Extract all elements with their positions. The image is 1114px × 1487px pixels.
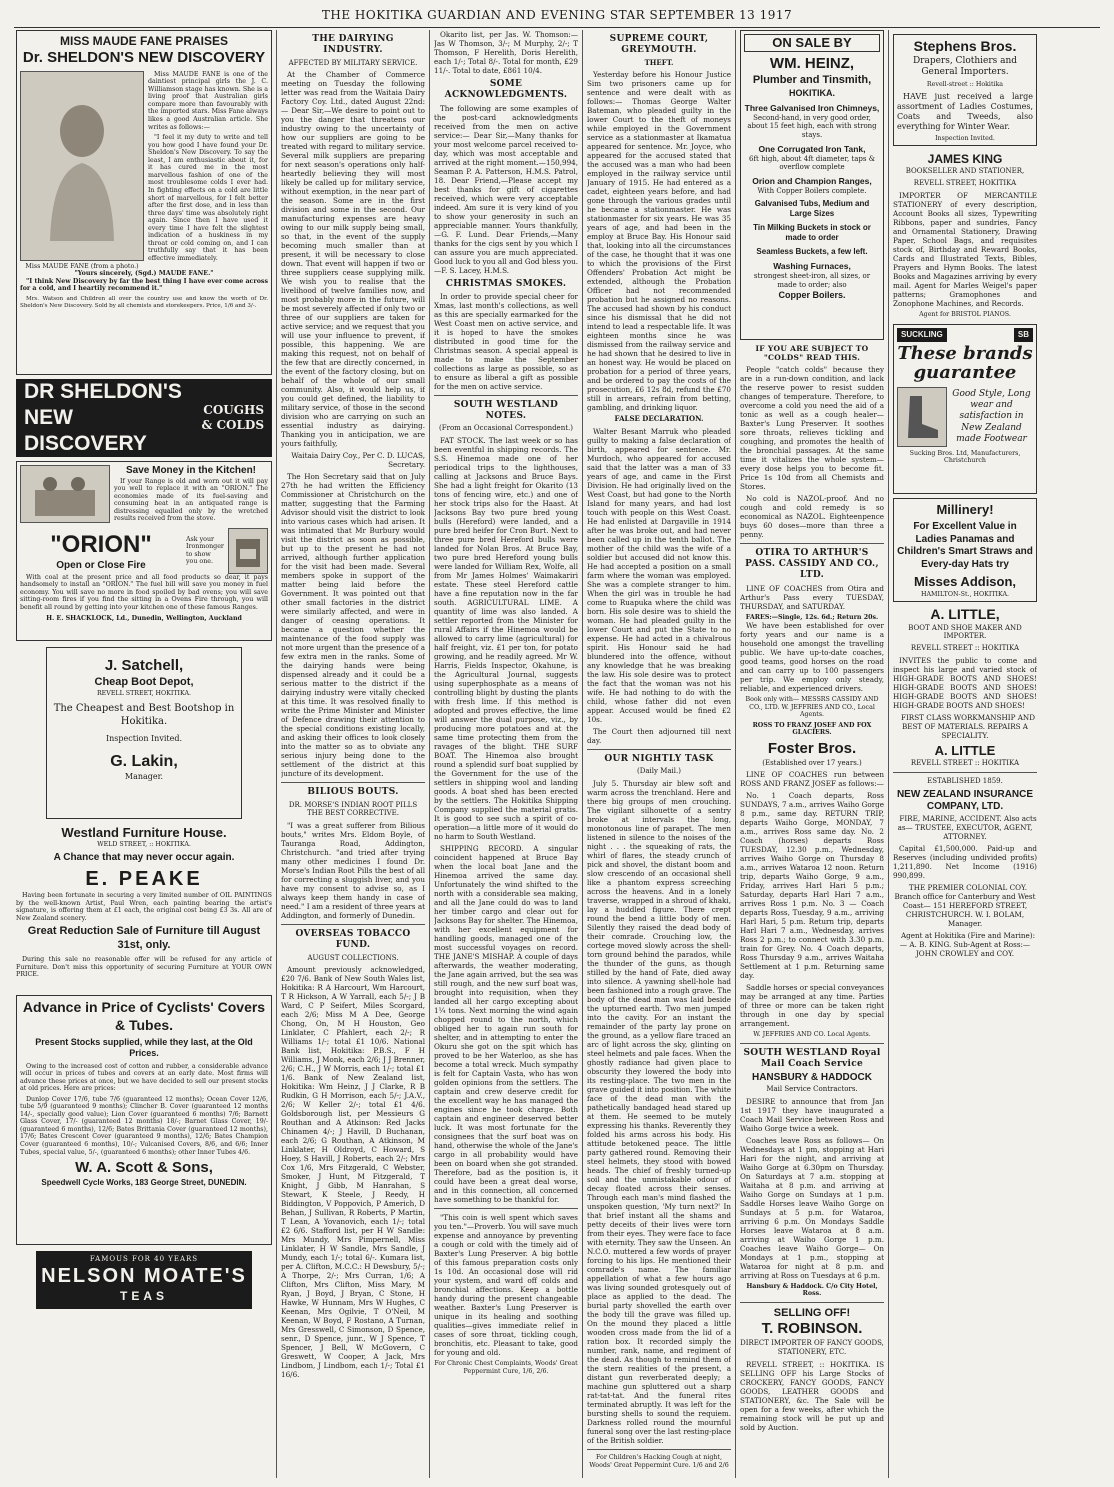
suckling-advert bbox=[893, 324, 1037, 494]
orion-name: "ORION" bbox=[50, 530, 152, 558]
heinz-ranges-detail: With Copper Boilers complete. bbox=[757, 186, 867, 195]
masthead: THE HOKITIKA GUARDIAN AND EVENING STAR SEPTEMBER 13 1917 bbox=[321, 8, 793, 22]
westland-address: WELD STREET, :: HOKITIKA. bbox=[97, 841, 191, 849]
little-address-2: REVELL STREET :: HOKITIKA bbox=[910, 759, 1020, 768]
heinz-on-sale: ON SALE BY bbox=[744, 34, 880, 52]
column-divider bbox=[582, 30, 583, 1478]
south-westland-title: SOUTH WESTLAND NOTES. bbox=[453, 399, 559, 421]
westland-advert bbox=[16, 825, 272, 991]
royal-mail-times: Coaches leave Ross as follows— On Wednesdays at 1 pm, stopping at Hari Hari for the night, and arriving at Waiho Gorge at 6.30pm on Thursday. On Saturdays at 7 a.m. stopping at Waitaha at 8 p.m. and arriving at Waiho Gorge on Sundays at 1 p.m. Saddle Horses leave Waiho Gorge on Sundays at 5 p.m. for Wataroa, arriving 6 p.m. On Mondays Saddle Horses leave Wataroa at 8 a.m. arriving at Waiho Gorge 1 p.m. Coaches leave Waiho Gorge— On Mondays at 1 p.m., stopping at Wataroa for night at 8 p.m. and arriving at Ross on Tuesdays at 6 p.m. bbox=[740, 1135, 884, 1280]
column-4 bbox=[587, 30, 731, 1478]
christmas-body: In order to provide special cheer for Xmas, last month's collections, as well as this are specially earmarked for the West Coast men on active service, and it is hoped to have the smokes distributed in good time for the Christmas season. A special appeal is made to make the September collections as large as possible, so as to ensure as liberal a gift as possible for the men on active service. bbox=[434, 291, 578, 391]
foster-name: Foster Bros. bbox=[767, 739, 857, 757]
scott-head: Advance in Price of Cyclists' Covers & Tubes. bbox=[22, 999, 266, 1033]
fane-intro: Miss MAUDE FANE is one of the daintiest principal girls the J. C. Williamson stage has known. She is a living proof that Australian girls compare more than favourably with the imported stars. Miss Fane always likes a good Australian article. She writes as follows:— bbox=[148, 70, 268, 131]
royal-mail-sub: Mail Service Contractors. bbox=[766, 1084, 858, 1093]
false-declaration-body: Walter Besant Marruk who pleaded guilty to making a false declaration of birth, appeared for sentence. Mr. Murdoch, who appeared for accused said that the latter was a man of 33 years of age, and came in the First Division. He had originally lived on the West Coast, but had gone to the North Island for many years, and had lost touch with people on this West Coast. He had enlisted at Dargaville in 1914 after he was broke out, and had never been called up in the tenth ballot. The mother of the child was the wife of a soldier but accused did not know this. He had accepted a position on a small farm where the woman was employed. She was a complete stranger to him. When the girl was in trouble he had come to Ruapuka where the child was born. His sole desire was to shield the woman. He had pleaded guilty in the lower Court and put the State to no expense. He had acted in a chivalrous spirit. His Honour said he had blundered into the offence, without any knowledge that he was breaking the law. His sole desire was to protect the fact that the woman was not his wife. He had nothing to do with the child, whose father did not even appear. Accused would be fined £2 10s. bbox=[587, 427, 731, 724]
robinson-name: T. ROBINSON. bbox=[761, 1320, 863, 1338]
bilious-body: "I was a great sufferer from Bilious bouts," writes Mrs. Eldom Boyle, of Tauranga Road, Addington, Christchurch. "and tried after trying many other medicines I found Dr. Morse's Indian Root Pills the best of all for correcting a sluggish liver, and you have my consent to advise so, as I always keep them handy in case of need." I am a resident of three years at Addington, and formerly of Dunedin. bbox=[281, 821, 425, 920]
little-name-2: A. LITTLE bbox=[934, 742, 996, 758]
masthead-rule bbox=[14, 27, 1100, 28]
nzi-established: ESTABLISHED 1859. bbox=[927, 776, 1003, 785]
king-agent: Agent for BRISTOL PIANOS. bbox=[919, 310, 1011, 318]
okarito-list: Okarito list, per Jas. W. Thomson:— Jas W Thomson, 3/-; M Murphy, 2/-; T Thomson, F Herelith, Doris Herelith, each 1/-; Total 8/-. Total for month, £29 11/-. Total to date, £861 10/4. bbox=[434, 30, 578, 75]
heinz-buckets: Tin Milking Buckets in stock or made to order bbox=[753, 223, 871, 243]
suckling-foot: Sucking Bros. Ltd, Manufacturers, Christchurch bbox=[909, 449, 1021, 465]
heinz-seamless: Seamless Buckets, a few left. bbox=[756, 247, 868, 257]
westland-name: E. PEAKE bbox=[85, 868, 203, 891]
fane-signature: "Yours sincerely, (Sgd.) MAUDE FANE." bbox=[74, 270, 214, 278]
kitchen-illustration bbox=[20, 465, 110, 523]
heinz-tank: One Corrugated Iron Tank, bbox=[758, 143, 866, 154]
christmas-title: CHRISTMAS SMOKES. bbox=[445, 278, 567, 289]
sheldon-banner bbox=[16, 379, 272, 457]
satchell-advert bbox=[46, 647, 242, 819]
foster-body: LINE OF COACHES run between ROSS AND FRANZ JOSEF as follows:— bbox=[740, 770, 884, 789]
king-body: IMPORTER OF MERCANTILE STATIONERY of every description, Account Books all sizes, Typewriting Ribbons, paper and sundries, Fancy and Ornamental Stationery, Drawing Paper, School Bags, and requisites stock of, Birthday and Reward Books, Cards and Illustrated Texts, Bibles, Prayers and Hymn Books. The latest Books and Magazines arriving by every mail. Agent for Marles Weigel's paper patterns; Gramophones and Zonophone Machines, and Records. bbox=[893, 190, 1037, 308]
westland-chance: A Chance that may never occur again. bbox=[53, 851, 235, 863]
heinz-tubs: Galvanised Tubs, Medium and Large Sizes bbox=[754, 199, 870, 219]
otira-body-2: We have been established for over forty years and our name is a household one amongst the travelling public. We have up-to-date coaches, good teams, good horses on the road and can carry up to 100 passengers per trip. We employ only steady, reliable, and experienced drivers. bbox=[740, 621, 884, 694]
dairying-title: THE DAIRYING INDUSTRY. bbox=[312, 34, 394, 56]
addison-address: HAMILTON-St., HOKITIKA. bbox=[920, 590, 1010, 598]
jane-story: SHIPPING RECORD. A singular coincident happened at Bruce Bay when the local boat Jane and the Hinemoa arrived the same day. Unfortunately the wind shifted to the north with a considerable sea making, and all the Jane could do was to land her timber cargo and clear out for Jacksons Bay for shelter. The Hinemoa, with her excellent equipment for handling goods, managed one of the most successful voyages on record. THE JANE'S MISHAP. A couple of days afterwards, the weather moderating, the Jane again arrived, but the sea was still rough, and the new surf boat was, brought into requisition, when they landed all her cargo excepting about 1¼ tons. Next morning the wind again chopped round to the north, which obliged her to again run south for shelter, and in attempting to enter the Okuru she got on the spit which has proved to be her Waterloo, as she has become a total wreck. Much sympathy is felt for Captain Vasta, who has won golden opinions from the settlers. The captain and crew deserve credit for the excellent way he has managed the engines since he took charge. Both captain and engineer deserved better luck. It was most fortunate for the consignees that the surf boat was on hand, otherwise the whole of the Jane's cargo in all probability would have been on board when she got stranded. Therefore, bad as the position is, it could have been a great deal worse, and in this connection, all concerned have something to be thankful for. bbox=[434, 844, 578, 1204]
nzi-capital: Capital £1,500,000. Paid-up and Reserves (including undivided profits) 1,211,890. Net Income (1916) 990,899. bbox=[893, 843, 1037, 880]
little-name: A. LITTLE, bbox=[930, 606, 1000, 623]
heinz-furnaces-detail: strongest sheet-iron, all sizes, or made to order; also bbox=[753, 272, 871, 289]
king-sub: BOOKSELLER AND STATIONER, bbox=[905, 167, 1025, 176]
heinz-boilers: Copper Boilers. bbox=[778, 289, 846, 300]
dairying-body: At the Chamber of Commerce meeting on Tuesday the following letter was read from the Waitaia Dairy Factory Coy. Ltd., dated August 22nd:— Dear Sir,—We desire to point out to you the danger that threatens our industry owing to the uncertainty of how our suppliers are going to be treated with regard to military service. Several milk suppliers are preparing for next season's operations only half-heartedly believing they will most likely be called up for military service, without exemption, in the near part of the season. Some are in the first division and some in the second. Our manufacturing expenses are heavy owing to our milk supply being small, so that, in the event of the supply becoming much smaller than at present, it will be necessary to close down. That event will happen if two or three suppliers cease supplying milk. We wish you to realise that the livelihood of twelve families now, and most probably more in the future, will be most severely affected if only two or three of our suppliers are taken for active service; and we request that you will use your influence to prevent, if possible, this happening. We are making this request, not on behalf of the few that are directly concerned, in the event of the factory closing, but on behalf of the whole of our small community. Also, it would help us, if you could get defined, the liability to military service, of those in the second division who are carrying on such an essential industry as dairying. Thanking you in anticipation, we are yours faithfully, bbox=[281, 70, 425, 449]
dairying-subtitle: AFFECTED BY MILITARY SERVICE. bbox=[288, 58, 418, 67]
column-2 bbox=[281, 30, 425, 1478]
satchell-name: J. Satchell, bbox=[104, 657, 184, 674]
col4-footer: For Children's Hacking Cough at night, Woods' Great Peppermint Cure. 1/6 and 2/6 bbox=[589, 1454, 729, 1469]
tobacco-body: Amount previously acknowledged, £20 7/6. Bank of New South Wales list, Hokitika: R A Harcourt, Wm Harcourt, T R Hickson, A W Yarrall, each 5/-; J B Ward, C P Seifert, Miles Scorgard, each 2/6; Miss M A Dee, George Chong, On, M H Houston, Geo Linklater, C Pfahlert, each 2/-; R Williams 1/-; total £1 10/6. National Bank list, Hokitika: P.B.S., F H Williams, J Monk, each 2/6; J J Brenner, 2/6; C.H., J W Morris, each 1/-; total £1 1/6. Bank of New Zealand list, Hokitika: Wm Heinz, J J Clarke, R B Rudkin, G H Morrison, each 5/-; J.A.V., 2/6; W Keller 2/-; total £1 4/6. Goldsborough list, per Messieurs G Routhan and A Atkinson: Red Jacks Chinamen 4/-; J Havill, D Buchanan, each 2/6; G Routhan, A Atkinson, M Linklater, H Oldroyd, C Howard, S Hoey, S Havill, J Roberts, each 2/-; Mrs Cox 1/6, Mrs Fitzgerald, C Webster, Smoker, J Hunt, M Fitzgerald, T Knight, J Gibb, M Hanrahan, S Stewart, K Steele, J Reedy, H Biddington, V Poppovich, P Americh, D Behan, J Sullivan, R Roberts, P Martin, T Lean, A Yovanovich, each 1/-; total £2 6/6. Stafford list, per H W Sandle: Mrs Mundy, Mrs Pimpernell, Miss Linklater, H W Sandle, Mrs Sandle, J Mundy, each 1/-; total 6/-. Kumara list, per A. Clifton, M.C.C.: H Dewsbury, 5/-; A Thorpe, 2/-; Mrs Curran, 1/6; A Clifton, Mrs Clifton, Miss Mary, M Ryan, J Boyd, J Bryan, C Stone, H Hawke, W Hunnam, Mrs W Hughes, C Keenan, Mrs Ogilvie, T O'Neil, M Keenan, W Boyd, F Rostano, A Turnan, Mrs Gresswell, C Simonson, D Spence, senr., D Spence, junr., W J Spence, T Spencer, J Bell, W McGovern, C Greswett, W Cooper, A Jack, Mrs Lindbom, J Lindbom, each 1/-; Total £1 16/6. bbox=[281, 965, 425, 1380]
orion-advert bbox=[16, 461, 272, 641]
king-address: REVELL STREET, HOKITIKA bbox=[913, 178, 1017, 187]
column-divider bbox=[888, 30, 889, 1478]
suckling-brand: SUCKLING bbox=[897, 328, 947, 342]
nzi-body: FIRE, MARINE, ACCIDENT. Also acts as— TRUSTEE, EXECUTOR, AGENT, ATTORNEY. bbox=[897, 813, 1037, 841]
heinz-chimneys: Three Galvanised Iron Chimneys, bbox=[744, 103, 880, 113]
nzi-body-2: THE PREMIER COLONIAL COY. Branch office for Canterbury and West Coast— 151 HEREFORD STREET, CHRISTCHURCH. W. I. BOLAM, Manager. bbox=[894, 882, 1036, 928]
king-name: JAMES KING bbox=[927, 152, 1003, 167]
satchell-address: REVELL STREET, HOKITIKA. bbox=[96, 689, 192, 697]
heinz-chimneys-detail: Second-hand, in very good order, about 15 feet high, each with strong stays. bbox=[747, 113, 877, 140]
scott-address: Speedwell Cycle Works, 183 George Street, DUNEDIN. bbox=[41, 1177, 247, 1187]
false-declaration-heading: FALSE DECLARATION. bbox=[614, 414, 704, 424]
heinz-tank-detail: 6ft high, about 4ft diameter, taps & overflow complete bbox=[749, 154, 875, 172]
tea-tagline: FAMOUS FOR 40 YEARS bbox=[89, 1255, 199, 1263]
tea-word: TEAS bbox=[119, 1288, 168, 1303]
foster-agent: W. JEFFRIES AND CO. Local Agents. bbox=[753, 1031, 871, 1039]
column-divider bbox=[276, 30, 277, 1478]
column-5 bbox=[740, 30, 884, 1478]
otira-body: LINE OF COACHES from Otira and Arthur's Pass every TUESDAY, THURSDAY, and SATURDAY. bbox=[740, 583, 884, 611]
nightly-task-title: OUR NIGHTLY TASK bbox=[604, 754, 714, 764]
addison-advert bbox=[893, 498, 1037, 602]
suckling-head: These brands guarantee bbox=[897, 343, 1033, 384]
heinz-furnaces: Washing Furnaces, bbox=[773, 261, 851, 272]
foster-times: No. 1 Coach departs, Ross SUNDAYS, 7 a.m., arrives Waiho Gorge 8 p.m., same day. RETURN TRIP, departs Waiho Gorge, MONDAY, 7 a.m., arrives Ross same day. No. 2 Coach (horses) departs Ross TUESDAY, 12.30 p.m., Wednesday, arrives Waiho Gorge on Thursday 8 a.m., arrives Wataroa 12 noon. Return trip, departs Waiho Gorge, 9 a.m., Friday, arrives Harl Hari 5 p.m.; Saturday, departs Harl Hari 7 a.m., arrives Ross 1 p.m. No. 3 — Coach departs Ross, Tuesday, 9 a.m., arriving Harl Hari, 5 p.m. Return trip, departs Harl Hari 7 a.m., Wednesday, arrives Ross 2 p.m.; to connect with 3.30 p.m. train for Grey. No. 4 Coach departs, Ross Thursday 9 a.m., arrives Waitaha Settlement at 1 p.m. Returning same day. bbox=[740, 791, 884, 981]
otira-booking: Book only with— MESSRS CASSIDY AND CO., LTD. W. JEFFRIES AND CO., Local Agents. bbox=[745, 696, 879, 719]
court-adjourned: The Court then adjourned till next day. bbox=[587, 727, 731, 745]
baxter-quote: "This coin is well spent which saves you ten."—Proverb. You will save much expense and annoyance by preventing a cough or cold with the timely aid of Baxter's Lung Preserver. A big bottle of this famous preparation costs only 1s 10d. An occasional dose will rid your system, and ward off colds and bronchial affections. Keep a bottle handy during the present changeable weather. Baxter's Lung Preserver is unique in its healing and soothing qualities—gives immediate relief in cases of sore throat, tickling cough, bronchitis, etc. Pleasant to take, good for young and old. bbox=[434, 1213, 578, 1357]
orion-body: With coal at the present price and all food products so dear, it pays handsomely to install an "ORION." The fuel bill will save you money in fuel economy. You will save no more in food spoiled by bad ovens; you will save sitting-room fires if you find the sitting in a Ovens Fire through, you will benefit all round by getting into your kitchen one of these famous Ranges. bbox=[20, 573, 268, 611]
fane-fine-print: Mrs. Watson and Children all over the country use and know the worth of Dr. Sheldon's New Discovery. Sold by all chemists and storekeepers. Price, 1/6 and 3/-. bbox=[20, 295, 268, 309]
scott-body: Owing to the increased cost of cotton and rubber, a considerable advance will occur in prices of tubes and covers at an early date. Most firms will advance these prices at once, but we have decided to sell our present stocks at old prices. Here are prices: bbox=[20, 1062, 268, 1093]
satchell-invite: Inspection Invited. bbox=[105, 734, 183, 744]
scott-advert bbox=[16, 995, 272, 1245]
foster-sub: (Established over 17 years.) bbox=[762, 758, 862, 767]
nazol-note: No cold is NAZOL-proof. And no cough and cold remedy is so economical as NAZOL. Eighteenpence buys 60 doses—more than three a penny. bbox=[740, 493, 884, 539]
tea-name: NELSON MOATE'S bbox=[41, 1264, 247, 1287]
column-1 bbox=[16, 30, 272, 1478]
heinz-advert bbox=[740, 30, 884, 340]
column-6 bbox=[893, 30, 1037, 1478]
heinz-trade: Plumber and Tinsmith, bbox=[752, 74, 872, 86]
court-title: SUPREME COURT, GREYMOUTH. bbox=[609, 34, 709, 56]
sheldon-headline: Dr. SHELDON'S NEW DISCOVERY bbox=[22, 49, 266, 66]
orion-maker: H. E. SHACKLOCK, Ld., Dunedin, Wellington, Auckland bbox=[46, 614, 242, 622]
satchell-manager: G. Lakin, bbox=[110, 753, 178, 771]
little-body-2: FIRST CLASS WORKMANSHIP AND BEST OF MATERIALS. REPAIRS A SPECIALITY. bbox=[900, 712, 1035, 740]
orion-sub: Open or Close Fire bbox=[56, 559, 146, 571]
moate-tea-advert bbox=[36, 1251, 252, 1309]
tobacco-subtitle: AUGUST COLLECTIONS. bbox=[307, 953, 399, 962]
range-icon bbox=[228, 528, 268, 574]
portrait-caption: Miss MAUDE FANE (from a photo.) bbox=[25, 262, 139, 270]
little-sub: BOOT AND SHOE MAKER AND IMPORTER. bbox=[908, 623, 1022, 641]
sheldon-advert bbox=[16, 30, 272, 375]
boot-illustration bbox=[897, 387, 947, 447]
orion-blurb: If your Range is old and worn out it will pay you well to replace it with an "ORION." The economies made of its fuel-saving and consuming heat in an antiquated range is distressing equalled only by the wretched results received from the stove. bbox=[114, 477, 268, 523]
col3-footer: For Chronic Chest Complaints, Woods' Great Peppermint Cure, 1/6, 2/6. bbox=[434, 1360, 578, 1375]
column-divider bbox=[429, 30, 430, 1478]
sb-brand: SB bbox=[1014, 328, 1033, 342]
theft-heading: THEFT. bbox=[644, 57, 674, 67]
robinson-sub: DIRECT IMPORTER OF FANCY GOODS, STATIONERY, ETC. bbox=[740, 1339, 884, 1356]
scott-sub: Present Stocks supplied, while they last, at the Old Prices. bbox=[35, 1037, 253, 1059]
south-westland-body: FAT STOCK. The last week or so has been eventful in shipping records. The S.S. Hinemoa made one of her periodical trips to the lighthouses, calling at Jacksons and Bruce Bays. She had a light freight for Okarito (13 tons of fencing wire, etc.) and one of her stock trips also for the Haast. At Jacksons Bay two pure bred young bulls (Hereford) were landed, and a pure bred heifer for Cron Burt. Next to three pure bred Hereford bulls were landed for Nolan Bros. At Bruce Bay, two pure bred Hereford young bulls were landed for William Rex, Wolfe, all from Mr James Holmes' Waimakariri estate. These steel Hereford cattle have a fine reputation now in the far south. AGRICULTURAL LIME. A quantity of lime was also landed. A settler reported from the Minister for rural Affairs if the Hinemoa would be allowed to carry lime (agricultural) for half freight, viz. £1 per ton, for potato growing, and he readily agreed. Mr W. Harris, Fields Inspector, Okahune, is the Agricultural Journal, suggests using superphosphate as a means of controlling blight by dusting the plants with fresh lime. If this method is adopted and proves effective, the lime will answer the dual purpose, viz., by producing more potatoes and at the same time protecting them from the ravages of the blight. THE SURF BOAT. The Hinemoa also brought round a splendid surf boat supplied by the Government for the use of the settlers in shipping wool and landing goods. A boat shed has been erected by the settlers. The Hokitika Shipping Company supplied the material gratis. It is good to see such a spirit of co-operation—a little more of it would do no harm to South Westland. bbox=[434, 436, 578, 841]
colds-title: IF YOU ARE SUBJECT TO "COLDS" READ THIS. bbox=[755, 344, 869, 363]
bilious-subtitle: DR. MORSE'S INDIAN ROOT PILLS THE BEST CORRECTIVE. bbox=[288, 800, 418, 818]
banner-line-2: NEW DISCOVERY bbox=[24, 405, 147, 456]
westland-sale: Great Reduction Sale of Furniture till August 31st, only. bbox=[27, 925, 261, 952]
acknowledgments-title: SOME ACKNOWLEDGMENTS. bbox=[444, 79, 568, 101]
stephens-name: Stephens Bros. bbox=[913, 38, 1017, 54]
orion-side-note: Ask your Ironmonger to show you one. bbox=[186, 535, 224, 566]
royal-mail-title: SOUTH WESTLAND Royal Mail Coach Service bbox=[743, 1047, 881, 1070]
royal-mail-sig: Hansbury & Haddock. C/o City Hotel, Ross. bbox=[746, 1282, 878, 1298]
royal-mail-body: DESIRE to announce that from Jan 1st 1917 they have inaugurated a Coach Mail Service between Ross and Waiho Gorge twice a week. bbox=[740, 1096, 884, 1133]
bilious-title: BILIOUS BOUTS. bbox=[307, 787, 399, 798]
orion-headline: Save Money in the Kitchen! bbox=[125, 465, 257, 476]
little-address: REVELL STREET :: HOKITIKA bbox=[910, 644, 1020, 653]
heinz-name: WM. HEINZ, bbox=[769, 55, 855, 73]
robinson-body: REVELL STREET, :: HOKITIKA. IS SELLING OFF his Large Stocks of CROCKERY, FANCY GOODS, FANCY GOODS, LEATHER GOODS and STATIONERY, &c. The Sale will be open for a few weeks, after which the remaining stock will be put up and sold by Auction. bbox=[740, 1359, 884, 1432]
foster-saddle: Saddle horses or special conveyances may be arranged at any time. Parties of three or more can be taken right through in one day by special arrangement. bbox=[740, 983, 884, 1029]
addison-name: Misses Addison, bbox=[913, 574, 1017, 590]
tobacco-title: OVERSEAS TOBACCO FUND. bbox=[295, 929, 411, 951]
stephens-advert bbox=[893, 34, 1037, 146]
westland-head: Westland Furniture House. bbox=[61, 825, 227, 840]
colds-body: People "catch colds" because they are in a run-down condition, and lack the reserve power to resist sudden changes of temperature. Therefore, to overcome a cold you need the aid of a tonic as well as a cough healer—Baxter's Lung Preserver. It soothes sore throats, relieves tickling and coughing, and promotes the health of the bronchial passages. At the same time it vitalizes the whole system—every dose helps you to become fit. Price 1s 10d from all Chemists and Stores. bbox=[740, 364, 884, 491]
satchell-depot: Cheap Boot Depot, bbox=[94, 675, 194, 688]
addison-head: Millinery! bbox=[936, 502, 994, 518]
south-westland-subtitle: (From an Occasional Correspondent.) bbox=[439, 424, 573, 433]
banner-line-1: DR SHELDON'S bbox=[24, 379, 182, 403]
nzi-agent: Agent at Hokitika (Fire and Marine):— A. B. KING. Sub-Agent at Ross:— JOHN CROWLEY and COY. bbox=[899, 930, 1036, 958]
column-divider bbox=[735, 30, 736, 1478]
satchell-tagline: The Cheapest and Best Bootshop in Hokitika. bbox=[53, 703, 235, 727]
column-3 bbox=[434, 30, 578, 1478]
dairying-signature: Waitaia Dairy Coy., Per C. D. LUCAS, Secretary. bbox=[291, 451, 425, 470]
heinz-town: HOKITIKA. bbox=[789, 87, 835, 98]
scott-name: W. A. Scott & Sons, bbox=[75, 1159, 213, 1177]
suckling-body: Good Style, Long wear and satisfaction in New Zealand made Footwear bbox=[952, 388, 1031, 444]
nzi-name: NEW ZEALAND INSURANCE COMPANY, LTD. bbox=[896, 788, 1034, 813]
otira-title: OTIRA TO ARTHUR'S PASS. CASSIDY AND CO., LTD. bbox=[745, 547, 879, 581]
royal-mail-names: HANSBURY & HADDOCK bbox=[751, 1072, 872, 1084]
fane-endorsement: "I think New Discovery by far the best thing I have ever come across for a cold, and I heartily recommend it." bbox=[20, 277, 268, 293]
fane-headline: MISS MAUDE FANE PRAISES bbox=[59, 34, 229, 48]
nightly-task-body: July 5. Thursday air blew soft and warm across the trenchland. Here and there big groups of men crouching. The vigilant silhouette of a sentry broke at intervals the long, monotonous line of parapet. The men listened in silence to the noises of the night . . . the squeaking of rats, the whirl of flares, the steady crunch of pick and shovel, the distant boom and slow crescendo of an occasional shell like a phantom express screeching across the heavens. And in a lonely traverse, wrapped in a shroud of khaki, lay a huddled figure. There crept round the bend a little body of men. Silently they raised the dead body of their comrade. Crouching low, the cortege moved slowly across the shell-torn ground behind the parados, while the thunder of the guns, as though stilled by the hand of Fate, died away into silence. A yawning shell-hole had been fashioned into a rough grave. The body of the dead man was laid beside the upturned earth. Two men jumped into the cavity. For an instant the remainder of the party lay prone on the ground, as a yellow flare traced an arc of light across the sky, glinting on steel helmets and pale faces. When the ghostly radiance had given place to obscurity they lowered the body into its resting-place. The two men in the grave guided it into position. The white face of the dead man with the pathetically bandaged head stared up at them. He seemed to be mutely expressing his thanks. Reverently they folded his arms across his body. His attitude betokened peace. The little party gathered round. Removing their steel helmets, they stood with bowed heads. The chief of freshly turned-up soil and the unmistakable odour of decay floated across their senses. Through each man's mind flashed the unspoken question, 'My turn next?' In that brief instant all the shams and petty deceits of their lives were torn from their eyes. They were face to face with eternity. They saw the Unseen. An N.C.O. muttered a few words of prayer forcing to his lips. He mentioned their comrade's name. The familiar appellation of what a few hours ago was living sounded grotesquely out of place as applied to the dead. The burial party shovelled the earth over the body till the grave was filled up. On the mound they placed a little wooden cross made from the lid of a ration box. It recorded simply the number, rank, name, and regiment of the dead. As though to remind them of the stern realities of the present, a distant gun reverberated deeply; a machine gun spluttered out a sharp rat-tat-tat. And the funeral rites terminated abruptly. It was left for the bursting shells to sound the requiem. Darkness rolled round the mournful funeral song over the last resting-place of the British soldier. bbox=[587, 779, 731, 1445]
acknowledgments-body: The following are some examples of the post-card acknowledgments received from the men on active service:— Dear Sir,—Many thanks for your most welcome parcel received to-day, which was most acceptable and arrived at the right moment.—150,994, Seaman P. A. Patterson, H.M.S. Patrol, 18. Dear Friend,—Please accept my best thanks for gift of cigarettes received, which were very acceptable indeed. Am sure it is very kind of you to show your generosity in such an appreciable manner. Yours thankfully,—G. F. Lund. Dear Friends,—Many thanks for the cigs sent by you which I can assure you are much appreciated. Good luck to you all and God bless you.—F. S. Lacey, H.M.S. bbox=[434, 103, 578, 275]
addison-body: For Excellent Value in Ladies Panamas and Children's Smart Straws and Every-day Hats try bbox=[897, 521, 1033, 570]
little-body: INVITES the public to come and inspect his large and varied stock of HIGH-GRADE BOOTS AND SHOES! HIGH-GRADE BOOTS AND SHOES! HIGH-GRADE BOOTS AND SHOES! HIGH-GRADE BOOTS AND SHOES! bbox=[893, 655, 1037, 710]
stephens-invite: Inspection Invited. bbox=[935, 134, 995, 142]
robinson-head: SELLING OFF! bbox=[773, 1306, 851, 1319]
westland-body: Having been fortunate in securing a very limited number of OIL PAINTINGS by the well-known Artist, Paul Wren, each painting bearing the artist's signature, is offering them at £1 each, the original cost being £3 3s. All are of New Zealand scenery. bbox=[16, 892, 272, 922]
dairying-body-2: The Hon Secretary said that on July 27th he had written the Efficiency Commissioner at Christchurch on the matter, suggesting that the Farming Advisor should visit the district to look into various cases which had arisen. It was intimated that Mr Burbury would visit the district as soon as possible, but up to the present he had not arrived, although further application for the visit had been made. Several members spoke in support of the matter being laid before the Government. It was pointed out that other small factories in the district were similarly affected, and were in danger of ceasing operations. It became a question whether the maintenance of the food supply was not more urgent than the presence of a few extra men in the ranks. Some of the dairying hands were being dispensed already and it could be a serious matter to the district if the dairying industry were vitally checked at this time. It was resolved finally to write the Prime Minister and Minister of Defence drawing their attention to the special conditions existing locally, and asking their offices to look closely into the matter so as to obviate any serious injury being done to the settlement of the district at this juncture of its development. bbox=[281, 472, 425, 779]
court-body: Yesterday before his Honour Justice Sim two prisoners came up for sentence and were dealt with as follows:— Thomas George Walter Bateman, who pleaded guilty in the lower Court to the theft of moneys while employed in the Government service as a stationmaster at Ikamatua appeared for sentence. Mr. Joyce, who appeared for the accused stated that the accused was a man who had been employed in the railway service until January of 1915. He had entered as a cadet, eighteen years before, and had gone through the various grades until he became a stationmaster. He was stationmaster for six years. He was 35 years of age, and had been in the employ at Bruce Bay. His Honour said that, looking into all the circumstances of the case, he thought that it was one to which the provisions of the First Offenders' Probation Act might be extended, although the Probation Officer had not recommended probation but he assigned no reasons. The accused had shown by his conduct since his dismissal that he did not intend to lead a respectable life. It was eighteen months since he was dismissed from the railway service and he had shown that he desired to live in an honest way. He would be placed on probation for a period of three years, and be ordered to pay the costs of the prosecution, £6 12s 8d, refund the £70 still in arrears, refrain from betting, gambling, and drinking liquor. bbox=[587, 70, 731, 413]
portrait-image bbox=[20, 71, 144, 261]
fane-quote: "I feel it my duty to write and tell you how good I have found your Dr. Sheldon's New Discovery. To say the least, I am enthusiastic about it, for it has cured me in the most marvellous fashion of one of the most troublesome colds I ever had. In fighting effects on a cold are little short of marvellous, for I felt better after the first dose, and in less than three days' time was absolutely right again. Since then I have used it every time I have felt the slightest indication of a huskiness in my throat or cold coming on, and I can truthfully say that it has been effective immediately. bbox=[148, 134, 268, 262]
stephens-sub: Drapers, Clothiers and General Importers. bbox=[912, 55, 1018, 77]
stephens-body: HAVE just received a large assortment of Ladies Costumes, Coats and Tweeds, also everything for Winter Wear. bbox=[897, 91, 1033, 131]
ross-glaciers: ROSS TO FRANZ JOSEF AND FOX GLACIERS. bbox=[752, 721, 872, 737]
stephens-address: Revell-street :: Hokitika bbox=[926, 81, 1004, 88]
satchell-manager-title: Manager. bbox=[124, 772, 164, 782]
otira-fares: FARES:—Single, 12s. 6d.; Return 20s. bbox=[745, 613, 879, 621]
banner-line-3: COUGHS & COLDS bbox=[201, 403, 264, 432]
heinz-ranges: Orion and Champion Ranges, bbox=[752, 176, 872, 186]
westland-note: During this sale no reasonable offer will be refused for any article of Furniture. Don't miss this opportunity of securing Furniture at YOUR OWN PRICE. bbox=[16, 955, 272, 979]
scott-prices: Dunlop Cover 17/6, tube 7/6 (guaranteed 12 months); Ocean Cover 12/6, tube 5/9 (guaranteed 9 months); Clincher B. Cover (guaranteed 12 months 14/-, specially good value); Lion Cover (guaranteed 6 months) 7/6; Barnett Glass Cover, 17/- (guaranteed 12 months) 18/-; Barnet Glass Cover, 19/- (guaranteed 6 months), 12/6; Bates Brittania Cover (guaranteed 12 months), 17/6; Bates Crescent Cover (guaranteed 9 months), 12/6; Bates Champion Cover (guaranteed 6 months), 10/-; Vulcanised Covers, 8/6, and 6/6; Inner Tubes, special value, 5/-, (guaranteed 6 months); other Inner Tubes 4/6. bbox=[20, 1095, 268, 1156]
nightly-task-source: (Daily Mail.) bbox=[637, 767, 681, 776]
